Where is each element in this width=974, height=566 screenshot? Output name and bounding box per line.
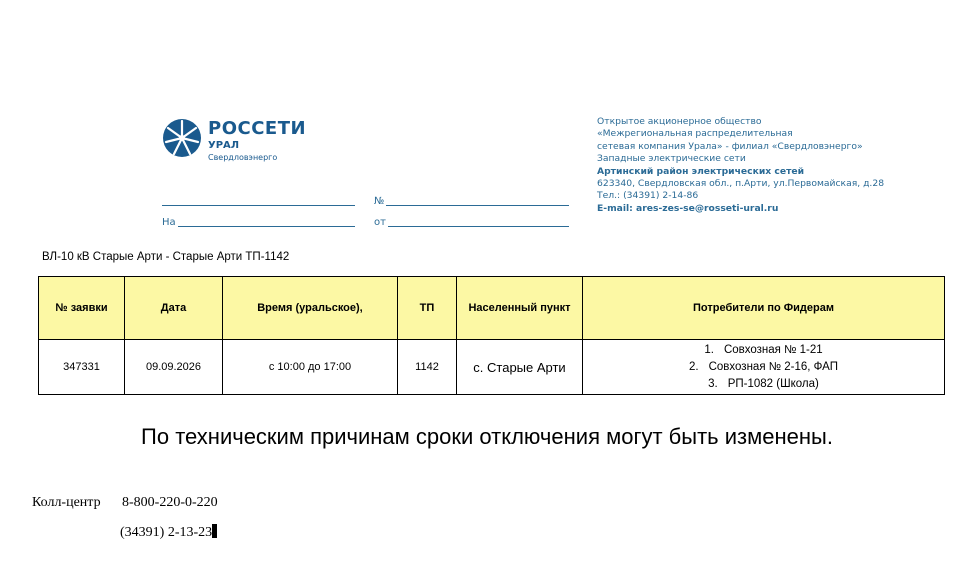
field-from-label: от bbox=[374, 217, 386, 228]
blank-line-from bbox=[388, 226, 569, 227]
logo-branch: Свердловэнерго bbox=[208, 153, 278, 162]
notice-text: По техническим причинам сроки отключения могут быть изменены. bbox=[141, 424, 833, 449]
feeder-text: Совхозная № 2-16, ФАП bbox=[708, 360, 838, 373]
company-phone: Тел.: (34391) 2-14-86 bbox=[597, 190, 699, 202]
cell-request-no: 347331 bbox=[39, 340, 125, 395]
table-header-row bbox=[39, 277, 945, 340]
company-email: E-mail: ares-zes-se@rosseti-ural.ru bbox=[597, 202, 779, 214]
feeder-number: 1. bbox=[704, 343, 714, 356]
header-date: Дата bbox=[125, 277, 223, 340]
company-info bbox=[597, 116, 884, 215]
table-row bbox=[39, 340, 945, 395]
feeder-item bbox=[583, 342, 944, 359]
rosseti-logo bbox=[162, 118, 306, 163]
feeder-text: Совхозная № 1-21 bbox=[723, 343, 823, 356]
company-line: Западные электрические сети bbox=[597, 153, 746, 165]
field-number-label: № bbox=[374, 196, 385, 207]
feeder-number: 3. bbox=[708, 377, 718, 390]
cell-time: с 10:00 до 17:00 bbox=[223, 340, 398, 395]
rosseti-emblem-icon bbox=[162, 118, 202, 158]
local-phone bbox=[120, 524, 217, 541]
company-line: «Межрегиональная распределительная bbox=[597, 128, 793, 140]
header-tp: ТП bbox=[398, 277, 457, 340]
feeder-item bbox=[583, 359, 944, 376]
field-to-label: На bbox=[162, 217, 176, 228]
power-line-title: ВЛ-10 кВ Старые Арти - Старые Арти ТП-1142 bbox=[42, 251, 290, 263]
blank-line-number bbox=[386, 205, 569, 206]
header-consumers: Потребители по Фидерам bbox=[583, 277, 945, 340]
header-time: Время (уральское), bbox=[223, 277, 398, 340]
blank-line-to bbox=[178, 226, 355, 227]
company-line: Открытое акционерное общество bbox=[597, 116, 762, 127]
outage-table bbox=[38, 276, 945, 395]
call-center-label: Колл-центр bbox=[32, 495, 101, 510]
company-district: Артинский район электрических сетей bbox=[597, 165, 805, 177]
company-address: 623340, Свердловская обл., п.Арти, ул.Первомайская, д.28 bbox=[597, 178, 885, 190]
text-cursor bbox=[212, 524, 217, 538]
feeder-item bbox=[583, 376, 944, 393]
local-phone-text: (34391) 2-13-23 bbox=[120, 525, 213, 540]
cell-settlement: с. Старые Арти bbox=[457, 340, 583, 395]
cell-consumers bbox=[583, 340, 945, 395]
company-line: сетевая компания Урала» - филиал «Свердловэнерго» bbox=[597, 140, 863, 152]
logo-region: УРАЛ bbox=[208, 140, 240, 151]
logo-name: РОССЕТИ bbox=[208, 118, 307, 139]
feeder-text: РП-1082 (Школа) bbox=[727, 377, 819, 390]
header-settlement: Населенный пункт bbox=[457, 277, 583, 340]
call-center-phone: 8-800-220-0-220 bbox=[122, 495, 218, 510]
cell-date: 09.09.2026 bbox=[125, 340, 223, 395]
header-request-no: № заявки bbox=[39, 277, 125, 340]
feeder-number: 2. bbox=[689, 360, 699, 373]
cell-tp: 1142 bbox=[398, 340, 457, 395]
blank-line-top-left bbox=[162, 205, 355, 206]
